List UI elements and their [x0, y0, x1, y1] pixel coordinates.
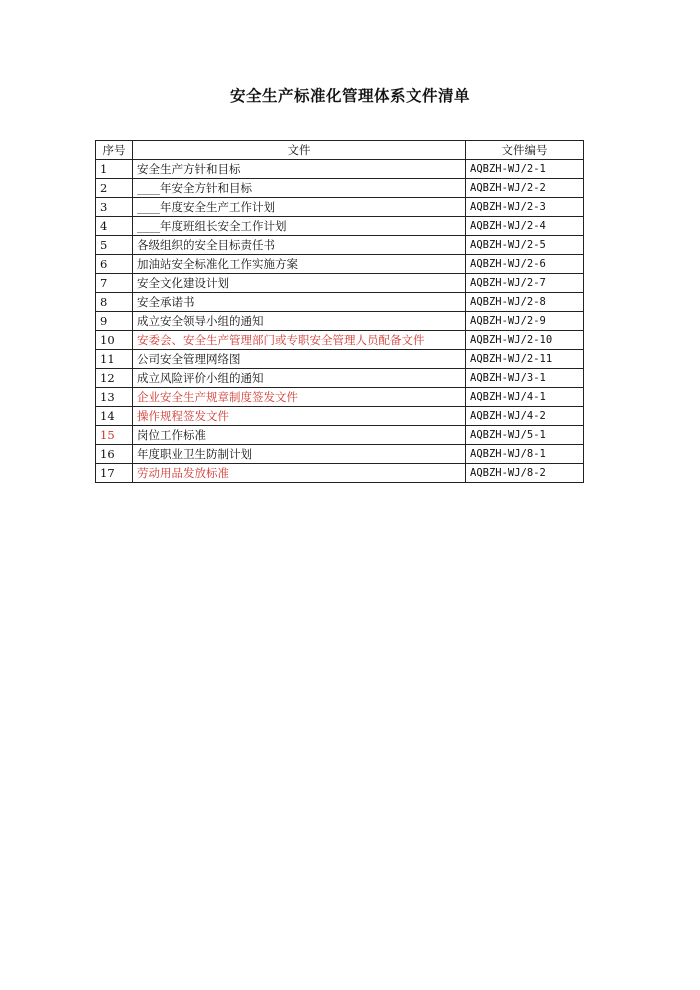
row-serial-number: 17 — [96, 464, 133, 483]
row-serial-number: 10 — [96, 331, 133, 350]
row-file-code: AQBZH-WJ/8-2 — [466, 464, 584, 483]
row-file-name: 安全文化建设计划 — [133, 274, 466, 293]
row-file-code: AQBZH-WJ/8-1 — [466, 445, 584, 464]
row-file-code: AQBZH-WJ/2-6 — [466, 255, 584, 274]
row-file-code: AQBZH-WJ/2-1 — [466, 160, 584, 179]
row-file-code: AQBZH-WJ/2-10 — [466, 331, 584, 350]
row-file-name: 操作规程签发文件 — [133, 407, 466, 426]
row-file-name: 岗位工作标准 — [133, 426, 466, 445]
table-body — [96, 160, 584, 483]
row-file-name: 企业安全生产规章制度签发文件 — [133, 388, 466, 407]
row-file-code: AQBZH-WJ/2-2 — [466, 179, 584, 198]
row-serial-number: 5 — [96, 236, 133, 255]
table-row — [96, 160, 584, 179]
header-serial-number: 序号 — [96, 141, 133, 160]
table-row — [96, 255, 584, 274]
table-row — [96, 274, 584, 293]
table-row — [96, 388, 584, 407]
row-file-name: ____年度安全生产工作计划 — [133, 198, 466, 217]
row-serial-number: 13 — [96, 388, 133, 407]
table-row — [96, 198, 584, 217]
row-serial-number: 14 — [96, 407, 133, 426]
row-file-code: AQBZH-WJ/2-4 — [466, 217, 584, 236]
row-file-name: ____年度班组长安全工作计划 — [133, 217, 466, 236]
row-file-code: AQBZH-WJ/2-8 — [466, 293, 584, 312]
document-list-table — [95, 140, 584, 483]
header-file-code: 文件编号 — [466, 141, 584, 160]
table-row — [96, 217, 584, 236]
row-file-code: AQBZH-WJ/2-7 — [466, 274, 584, 293]
row-serial-number: 16 — [96, 445, 133, 464]
row-serial-number: 6 — [96, 255, 133, 274]
row-file-code: AQBZH-WJ/4-1 — [466, 388, 584, 407]
table-row — [96, 236, 584, 255]
row-file-name: 成立风险评价小组的通知 — [133, 369, 466, 388]
row-serial-number: 3 — [96, 198, 133, 217]
row-file-name: 年度职业卫生防制计划 — [133, 445, 466, 464]
row-serial-number: 8 — [96, 293, 133, 312]
table-row — [96, 464, 584, 483]
row-file-name: 安全生产方针和目标 — [133, 160, 466, 179]
row-file-name: 成立安全领导小组的通知 — [133, 312, 466, 331]
row-file-name: 安委会、安全生产管理部门或专职安全管理人员配备文件 — [133, 331, 466, 350]
row-file-code: AQBZH-WJ/5-1 — [466, 426, 584, 445]
table-row — [96, 179, 584, 198]
table-row — [96, 350, 584, 369]
table-row — [96, 426, 584, 445]
row-file-name: 加油站安全标准化工作实施方案 — [133, 255, 466, 274]
row-file-name: 公司安全管理网络图 — [133, 350, 466, 369]
row-serial-number: 12 — [96, 369, 133, 388]
table-row — [96, 369, 584, 388]
header-file: 文件 — [133, 141, 466, 160]
row-file-code: AQBZH-WJ/3-1 — [466, 369, 584, 388]
row-file-code: AQBZH-WJ/2-11 — [466, 350, 584, 369]
page-title: 安全生产标准化管理体系文件清单 — [229, 87, 470, 105]
table-row — [96, 293, 584, 312]
row-file-name: 安全承诺书 — [133, 293, 466, 312]
row-file-code: AQBZH-WJ/4-2 — [466, 407, 584, 426]
row-file-name: 各级组织的安全目标责任书 — [133, 236, 466, 255]
row-serial-number: 1 — [96, 160, 133, 179]
row-file-code: AQBZH-WJ/2-5 — [466, 236, 584, 255]
row-file-code: AQBZH-WJ/2-3 — [466, 198, 584, 217]
table-row — [96, 312, 584, 331]
row-file-code: AQBZH-WJ/2-9 — [466, 312, 584, 331]
table-row — [96, 331, 584, 350]
row-serial-number: 9 — [96, 312, 133, 331]
table-header-row — [96, 141, 584, 160]
row-serial-number: 2 — [96, 179, 133, 198]
row-file-name: ____年安全方针和目标 — [133, 179, 466, 198]
row-file-name: 劳动用品发放标准 — [133, 464, 466, 483]
table-row — [96, 407, 584, 426]
row-serial-number: 11 — [96, 350, 133, 369]
table-row — [96, 445, 584, 464]
row-serial-number: 7 — [96, 274, 133, 293]
row-serial-number: 4 — [96, 217, 133, 236]
row-serial-number: 15 — [96, 426, 133, 445]
